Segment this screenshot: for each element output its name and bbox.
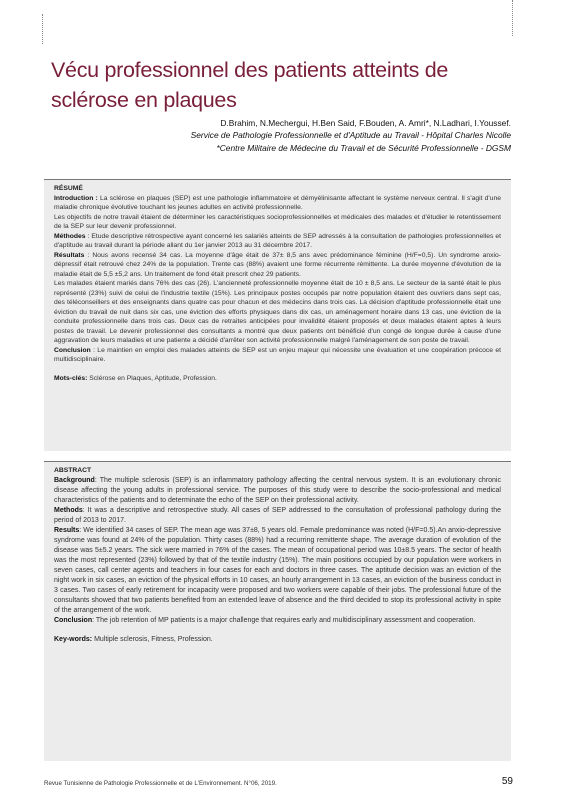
resume-methods	[54, 232, 501, 251]
resume-box	[44, 179, 511, 451]
background-label: Background	[54, 476, 95, 484]
abs-keywords-label: Key-words:	[54, 635, 93, 643]
results-text: : Nous avons recensé 34 cas. La moyenne d'âge était de 37± 8,5 ans avec prédominance féminine (H/F=0,5). Un syndrome anxio-dépressif était retrouvé chez 24% de la population. Trente cas (88%) avaient une forme récurrente rémittente. La durée moyenne d'évolution de la maladie était de 5,5 ±5,2 ans. Un traitement de fond était prescrit chez 29 patients.	[54, 251, 501, 278]
resume-keywords	[54, 374, 501, 384]
resume-results	[54, 251, 501, 280]
page-number: 59	[501, 776, 513, 787]
abs-methods-label: Methods	[54, 506, 83, 514]
keywords-text: Sclérose en Plaques, Aptitude, Profession.	[87, 374, 217, 382]
abs-results-label: Results	[54, 526, 80, 534]
resume-heading: RÉSUMÉ	[54, 185, 83, 192]
intro-text: La sclérose en plaques (SEP) est une pathologie inflammatoire et démyélinisante affectant le système nerveux central. Il s'agit d'une maladie chronique évolutive touchant les jeunes adultes en activité professionnelle.	[54, 194, 501, 211]
author-block	[51, 117, 511, 154]
background-text: : The multiple sclerosis (SEP) is an inflammatory pathology affecting the central nervous system. It is an evolutionary chronic disease affecting the young adults in professional service. The purposes of this study were to describe the socio-professional and medical characteristics of the patients and to determinate the echo of the SEP on their professional activity.	[54, 476, 501, 504]
methods-label: Méthodes	[54, 232, 86, 240]
abstract-methods	[54, 506, 501, 526]
abs-conclusion-text: : The job retention of MP patients is a major challenge that requires early and multidisciplinary assessment and cooperation.	[92, 616, 476, 624]
abs-results-text: : We identified 34 cases of SEP. The mean age was 37±8, 5 years old. Female predominance was noted (H/F=0.5).An anxio-depressive syndrome was found at 24% of the population. Thirty cases (88%) had a recurring remittente shape. The average duration of evolution of the disease was 5±5.2 years. The sick were married in 76% of the cases. The mean of occupational period was 10±8.5 years. The sector of health was the most represented (23%) followed by that of the textile industry (15%). The main positions occupied by our population were workers in seven cases, call center agents and teachers in four cases for each and doctors in three cases. The aptitude decision was an eviction of the night work in six cases, an eviction of the physical efforts in 10 cases, an hourly arrangement in 13 cases, an eviction of the business conduct in 3 cases. Two cases of early retirement for incapacity were proposed and two workers were capable of their jobs. The professional future of the consultants showed that two patients benefited from an extended leave of absence and the third decided to stop its professional activity in spite of the arrangement of the work.	[54, 526, 501, 614]
author-list: D.Brahim, N.Mechergui, H.Ben Said, F.Bouden, A. Amri*, N.Ladhari, I.Youssef.	[220, 118, 511, 128]
resume-objectives: Les objectifs de notre travail étaient de déterminer les caractéristiques socioprofessionnelles et médicales des malades et d'étudier le retentissement de la SEP sur leur devenir professionnel.	[54, 213, 501, 230]
abstract-keywords	[54, 635, 501, 645]
abstract-results	[54, 526, 501, 616]
abs-conclusion-label: Conclusion	[54, 616, 93, 624]
article-title: Vécu professionnel des patients atteints de sclérose en plaques	[51, 58, 449, 112]
journal-footer: Revue Tunisienne de Pathologie Professionnelle et de L'Environnement. N°06, 2019.	[44, 780, 277, 787]
conclusion-label: Conclusion	[54, 346, 91, 354]
resume-introduction	[54, 194, 501, 213]
abstract-conclusion	[54, 616, 501, 626]
affiliation-1: Service de Pathologie Professionnelle et d'Aptitude au Travail - Hôpital Charles Nicolle	[190, 130, 511, 141]
resume-results-2: Les malades étaient mariés dans 76% des cas (26). L'ancienneté professionnelle moyenne était de 10 ± 8,5 ans. Le secteur de la santé était le plus représenté (23%) suivi de celui de l'industrie textile (15%). Les principaux postes occupés par notre population étaient des ouvriers dans sept cas, des téléconseillers et des enseignants dans quatre cas pour chacun et des médecins dans trois cas. La décision d'aptitude professionnelle était une éviction du travail de nuit dans six cas, une éviction des efforts physiques dans dix cas, un aménagement horaire dans 13 cas, une éviction de la conduite professionnelle dans trois cas. Deux cas de retraites anticipées pour invalidité étaient proposés et deux malades étaient aptes à leurs postes de travail. Le devenir professionnel des consultants a montré que deux patients ont bénéficié d'un congé de longue durée à cause d'une aggravation de leurs maladies et une patiente a décidé d'arrêter son activité professionnelle malgré l'aménagement de son poste de travail.	[54, 280, 501, 344]
abs-methods-text: : It was a descriptive and retrospective study. All cases of SEP addressed to the consultation of professional pathology during the period of 2013 to 2017.	[54, 506, 501, 524]
abstract-box	[44, 461, 511, 761]
results-label: Résultats	[54, 251, 85, 259]
abstract-heading: ABSTRACT	[54, 467, 92, 474]
margin-dots-left	[42, 14, 43, 44]
resume-conclusion	[54, 346, 501, 365]
keywords-label: Mots-clés:	[54, 374, 88, 382]
methods-text: : Etude descriptive rétrospective ayant concerné les salariés atteints de SEP adressés à la consultation de pathologies professionnelles et d'aptitude au travail durant la période allant du 1er janvier 2013 au 31 décembre 2017.	[54, 232, 501, 249]
conclusion-text: : Le maintien en emploi des malades atteints de SEP est un enjeu majeur qui nécessite une évaluation et une coopération précoce et multidisciplinaire.	[54, 346, 501, 363]
affiliation-2: *Centre Militaire de Médecine du Travail et de Sécurité Professionnelle - DGSM	[216, 142, 511, 153]
abs-keywords-text: Multiple sclerosis, Fitness, Profession.	[92, 635, 213, 643]
margin-dots-right	[512, 0, 513, 36]
abstract-background	[54, 476, 501, 506]
intro-label: Introduction :	[54, 194, 98, 202]
